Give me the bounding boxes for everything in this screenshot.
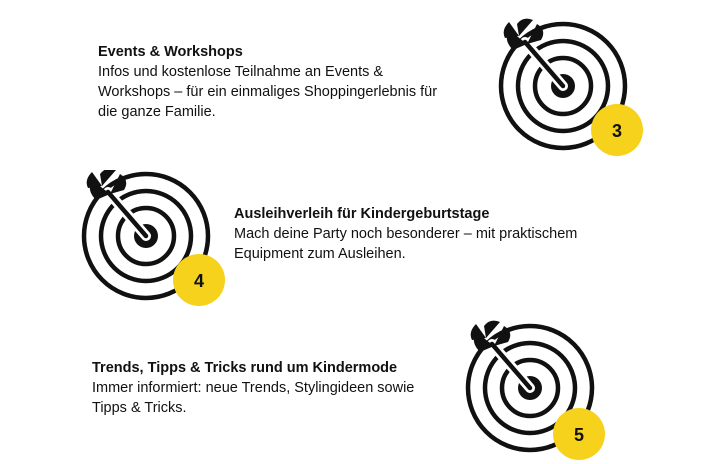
feature-item-5 (92, 358, 432, 418)
number-badge-label: 4 (193, 271, 205, 291)
dart-target-icon (495, 18, 650, 158)
number-badge-label: 3 (611, 121, 623, 141)
feature-title: Ausleihverleih für Kindergeburtstage (234, 206, 490, 222)
number-badge-label: 5 (573, 425, 585, 445)
feature-item-3 (98, 42, 458, 122)
feature-title: Events & Workshops (98, 44, 243, 60)
dart-target-icon (78, 170, 233, 310)
feature-description: Immer informiert: neue Trends, Stylingideen sowie Tipps & Tricks. (92, 380, 415, 416)
feature-description: Mach deine Party noch besonderer – mit praktischem Equipment zum Ausleihen. (234, 226, 578, 262)
feature-description: Infos und kostenlose Teilnahme an Events & Workshops – für ein einmaliges Shoppingerlebnis für die ganze Familie. (98, 64, 438, 120)
dart-target-icon (460, 320, 620, 464)
feature-item-4 (234, 204, 614, 264)
feature-title: Trends, Tipps & Tricks rund um Kindermode (92, 360, 398, 376)
